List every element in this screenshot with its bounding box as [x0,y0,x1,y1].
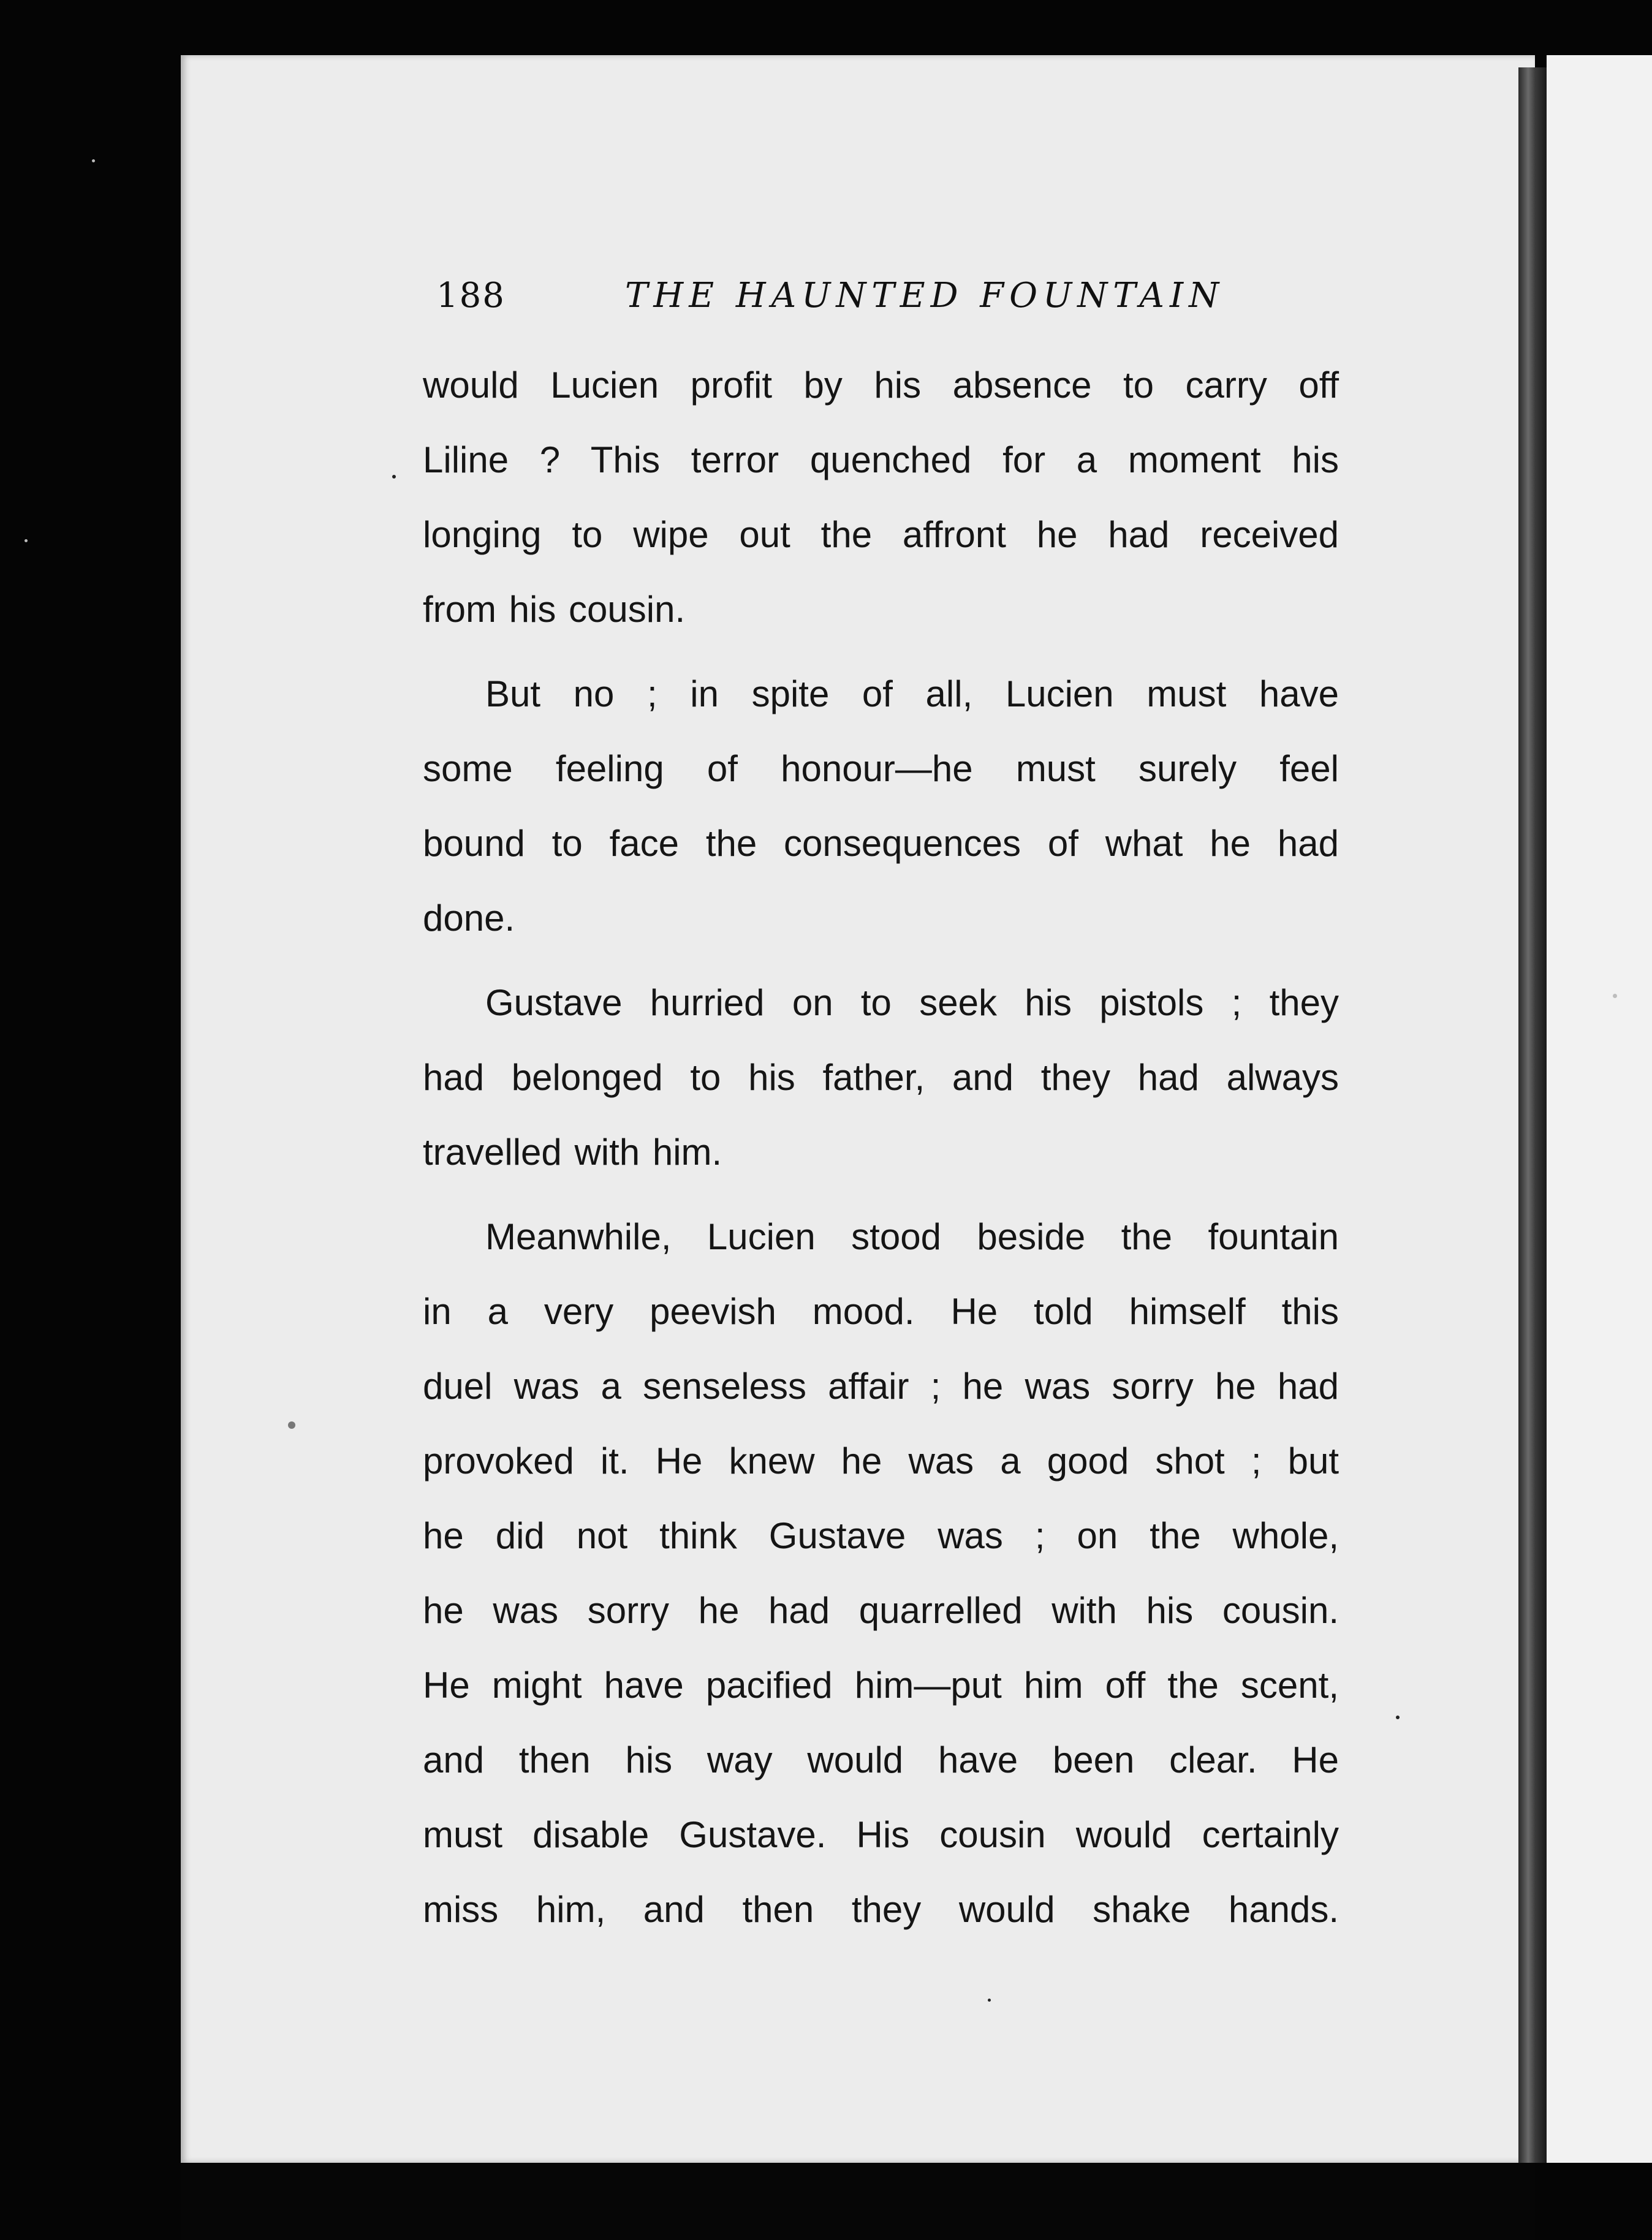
scan-speck [1613,994,1617,998]
text-line: must disable Gustave. His cousin would certainly [423,1814,1339,1855]
book-gutter [1518,67,1547,2163]
paragraph [423,657,1339,956]
scan-speck [92,159,95,162]
scan-speck [288,1421,295,1429]
text-line: provoked it. He knew he was a good shot ; but [423,1440,1339,1481]
text-line: miss him, and then they would shake hands. [423,1889,1339,1930]
text-line: he was sorry he had quarrelled with his cousin. [423,1590,1339,1631]
scan-speck [392,475,396,479]
text-line: bound to face the consequences of what he had [423,823,1339,864]
text-line: would Lucien profit by his absence to carry off [423,365,1339,406]
scan-speck [1396,1716,1400,1719]
paragraph [423,348,1339,647]
body-text [423,348,1339,1957]
text-line: longing to wipe out the affront he had received [423,514,1339,555]
text-line: he did not think Gustave was ; on the whole, [423,1515,1339,1556]
text-line: He might have pacified him—put him off the scent, [423,1665,1339,1706]
text-line: travelled with him. [423,1132,722,1173]
scan-speck [988,1999,991,2002]
scan-border-bottom [181,2163,1535,2240]
running-title: THE HAUNTED FOUNTAIN [625,276,1225,316]
text-line: had belonged to his father, and they had always [423,1057,1339,1098]
facing-page-edge [1547,55,1652,2163]
text-line: duel was a senseless affair ; he was sorry he had [423,1366,1339,1407]
text-line: and then his way would have been clear. He [423,1739,1339,1780]
text-line: in a very peevish mood. He told himself this [423,1291,1339,1332]
text-line: Gustave hurried on to seek his pistols ; they [485,982,1339,1023]
paragraph [423,1200,1339,1947]
scan-speck [25,539,28,542]
paragraph [423,966,1339,1190]
text-line: done. [423,898,515,939]
text-line: some feeling of honour—he must surely feel [423,748,1339,789]
text-line: from his cousin. [423,589,686,630]
page-number: 188 [436,276,506,316]
text-line: Meanwhile, Lucien stood beside the fountain [485,1216,1339,1257]
text-line: But no ; in spite of all, Lucien must have [485,673,1339,714]
running-head [436,268,1368,324]
text-line: Liline ? This terror quenched for a moment his [423,439,1339,480]
